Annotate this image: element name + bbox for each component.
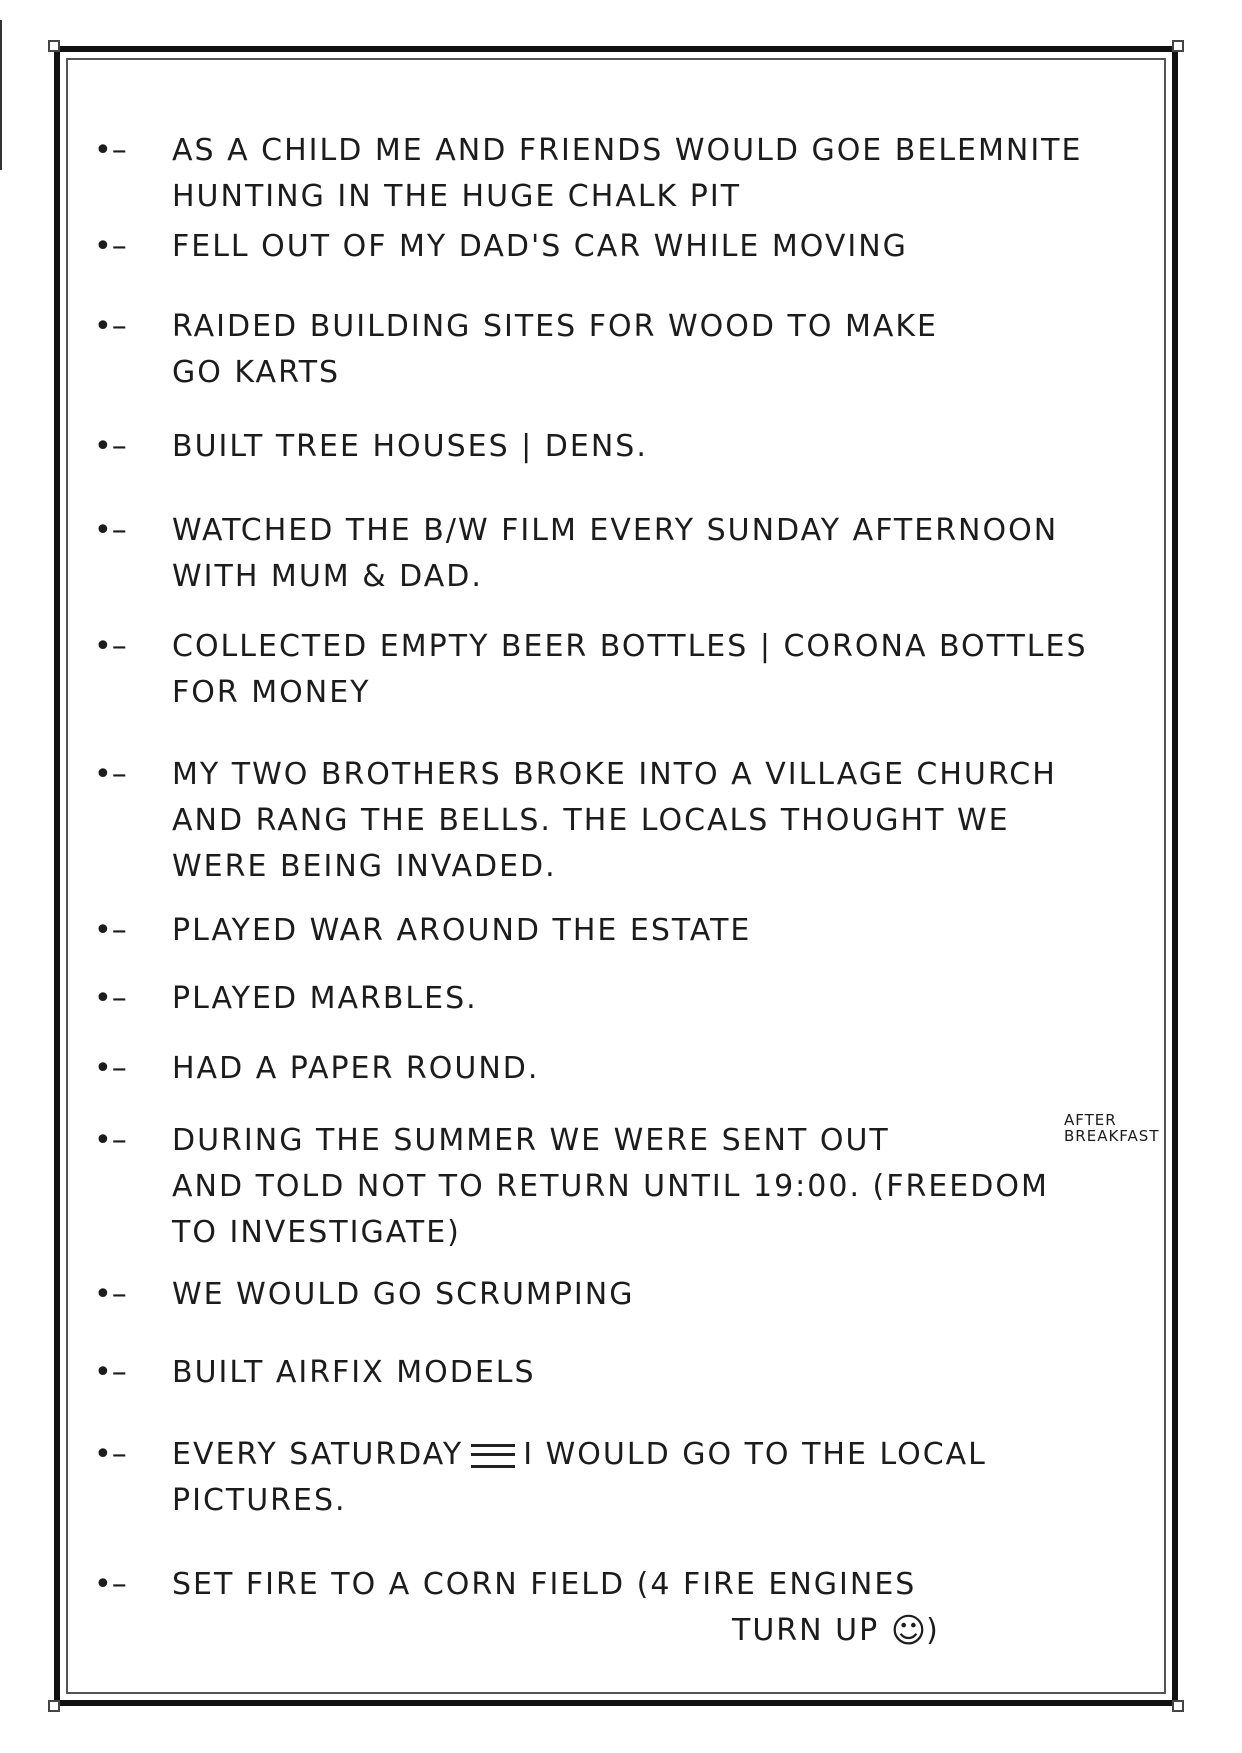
list-item — [72, 1432, 1172, 1524]
list-item — [72, 1272, 1172, 1318]
list-item-line: GO KARTS — [172, 355, 341, 390]
bullet-dash: •– — [94, 133, 127, 168]
list-item — [72, 508, 1172, 600]
list-item — [72, 976, 1172, 1022]
margin-note-line: AFTER — [1064, 1111, 1117, 1129]
bullet-dash: •– — [94, 309, 127, 344]
list-item-line: TO INVESTIGATE) — [172, 1215, 461, 1250]
list-item-line: AND TOLD NOT TO RETURN UNTIL 19:00. (FREEDOM — [172, 1169, 1049, 1204]
bullet-dash: •– — [94, 1567, 127, 1602]
margin-note — [1064, 1112, 1159, 1144]
list-item-line: WATCHED THE B/W FILM EVERY SUNDAY AFTERNOON — [172, 513, 1059, 548]
margin-note-line: BREAKFAST — [1064, 1127, 1160, 1145]
list-item-line: RAIDED BUILDING SITES FOR WOOD TO MAKE — [172, 309, 938, 344]
list-item — [72, 424, 1172, 470]
list-item-line: WITH MUM & DAD. — [172, 559, 483, 594]
list-item-line — [172, 1608, 1172, 1654]
list-item-line: AND RANG THE BELLS. THE LOCALS THOUGHT WE — [172, 803, 1010, 838]
list-item-text: TURN UP — [732, 1613, 880, 1648]
bullet-dash: •– — [94, 229, 127, 264]
list-item-text: EVERY SATURDAY — [172, 1437, 464, 1472]
list-item — [72, 1118, 1172, 1256]
border-corner-top-left — [48, 40, 60, 52]
border-corner-top-right — [1172, 40, 1184, 52]
list-item-line: PLAYED WAR AROUND THE ESTATE — [172, 913, 752, 948]
list-item-text: ) — [926, 1613, 940, 1648]
list-item-line: COLLECTED EMPTY BEER BOTTLES | CORONA BOTTLES — [172, 629, 1088, 664]
list-item-line: WERE BEING INVADED. — [172, 849, 557, 884]
list-item-line: AS A CHILD ME AND FRIENDS WOULD GOE BELEMNITE — [172, 133, 1083, 168]
bullet-dash: •– — [94, 1277, 127, 1312]
bullet-dash: •– — [94, 1437, 127, 1472]
bullet-dash: •– — [94, 913, 127, 948]
list-item — [72, 224, 1172, 270]
page-margin-line — [0, 20, 2, 170]
list-item-line: BUILT TREE HOUSES | DENS. — [172, 429, 648, 464]
list-item-line: WE WOULD GO SCRUMPING — [172, 1277, 635, 1312]
list-item — [72, 908, 1172, 954]
list-item — [72, 304, 1172, 396]
bullet-dash: •– — [94, 1123, 127, 1158]
list-item-line: PLAYED MARBLES. — [172, 981, 478, 1016]
list-item-line — [172, 1432, 1172, 1478]
bullet-dash: •– — [94, 981, 127, 1016]
bullet-dash: •– — [94, 757, 127, 792]
list-item-line: HUNTING IN THE HUGE CHALK PIT — [172, 179, 742, 214]
list-item-text: I WOULD GO TO THE LOCAL — [523, 1437, 987, 1472]
bullet-dash: •– — [94, 629, 127, 664]
list-item — [72, 1046, 1172, 1092]
bullet-dash: •– — [94, 429, 127, 464]
bullet-dash: •– — [94, 1355, 127, 1390]
bullet-dash: •– — [94, 1051, 127, 1086]
list-item — [72, 1562, 1172, 1654]
border-corner-bottom-right — [1172, 1700, 1184, 1712]
list-item-line: DURING THE SUMMER WE WERE SENT OUT — [172, 1123, 890, 1158]
list-item-line: PICTURES. — [172, 1483, 347, 1518]
list-item-line: MY TWO BROTHERS BROKE INTO A VILLAGE CHURCH — [172, 757, 1057, 792]
border-corner-bottom-left — [48, 1700, 60, 1712]
smiley-icon: ☺ — [890, 1611, 927, 1651]
list-item-line: SET FIRE TO A CORN FIELD (4 FIRE ENGINES — [172, 1567, 917, 1602]
bullet-dash: •– — [94, 513, 127, 548]
list-item — [72, 752, 1172, 890]
list-item — [72, 128, 1172, 220]
list-item-line: FOR MONEY — [172, 675, 371, 710]
list-item-line: HAD A PAPER ROUND. — [172, 1051, 540, 1086]
list-item — [72, 624, 1172, 716]
list-item-line: FELL OUT OF MY DAD'S CAR WHILE MOVING — [172, 229, 908, 264]
list-item — [72, 1350, 1172, 1396]
crossed-out-scribble — [471, 1444, 515, 1468]
list-item-line: BUILT AIRFIX MODELS — [172, 1355, 536, 1390]
